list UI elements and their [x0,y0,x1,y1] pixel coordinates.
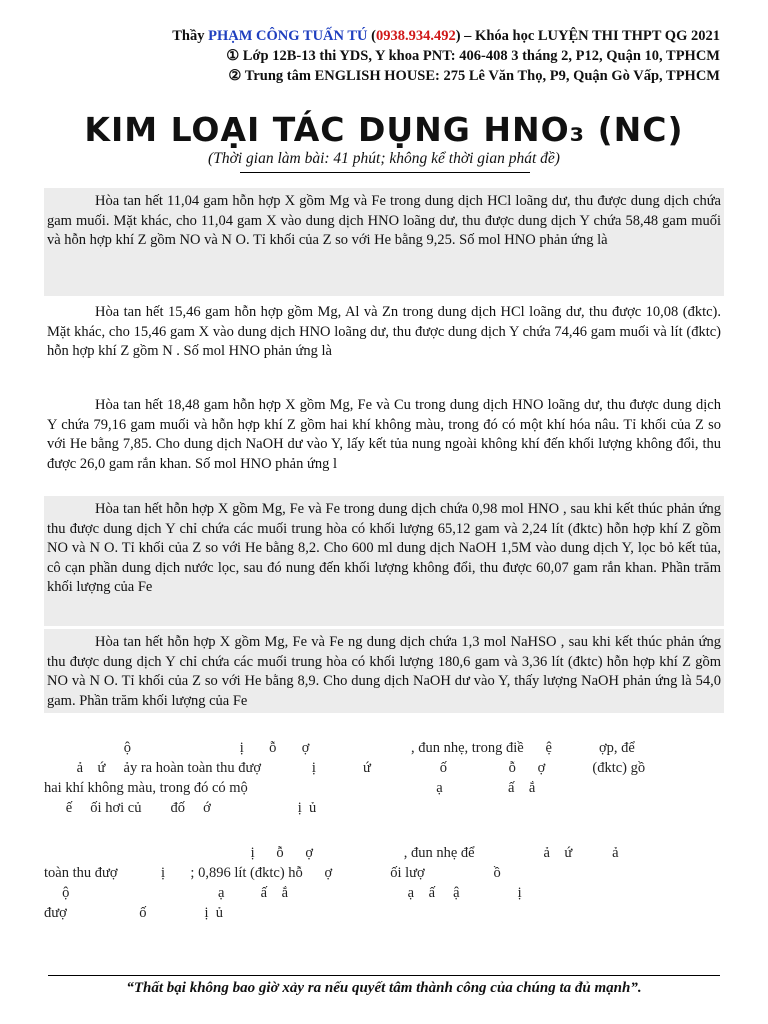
fragment-line-4: ế ối hơi củ đố ớ ị ủ [44,800,317,816]
question-2 [44,299,724,381]
fragment-line-1: ộ ị ỗ ợ , đun nhẹ, trong điề ệ ợp, để [44,740,635,756]
question-3-text: Hòa tan hết 18,48 gam hỗn hợp X gồm Mg, Fe và Cu trong dung dịch HNO loãng dư, thu được dung dịch Y chứa 79,16 gam muối và hỗn hợp khí Z gồm hai khí không màu, trong đó có một khí hóa nâu. Tỉ khối của Z so với He bằng 7,85. Cho dung dịch NaOH dư vào Y, lấy kết tủa nung ngoài không khí đến khối lượng không đổi, thu được 26,0 gam rắn khan. Số mol HNO phản ứng l [47,397,721,472]
teacher-phone: 0938.934.492 [375,28,456,44]
footer-quote: “Thất bại không bao giờ xảy ra nếu quyết tâm thành công của chúng ta đủ mạnh”. [126,980,642,996]
question-5 [44,629,724,713]
question-5-text: Hòa tan hết hỗn hợp X gồm Mg, Fe và Fe ng dung dịch chứa 1,3 mol NaHSO , sau khi kết thúc phản ứng thu được dung dịch Y chỉ chứa các muối trung hòa có khối lượng 180,6 gam và 3,36 lít (đktc) hỗn hợp khí Z gồm NO và N O. Tỉ khối của Z so với He bằng 8,9. Cho dung dịch NaOH dư vào Y, thấy lượng NaOH phản ứng là 54,0 gam. Phần trăm khối lượng của Fe [47,634,721,709]
question-4-text: Hòa tan hết hỗn hợp X gồm Mg, Fe và Fe trong dung dịch chứa 0,98 mol HNO , sau khi kết thúc phản ứng thu được dung dịch Y chỉ chứa các muối trung hòa có khối lượng 65,12 gam và 2,24 lít (đktc) hỗn hợp khí Z gồm NO và N O. Tỉ khối của Z so với He bằng 8,2. Cho 600 ml dung dịch NaOH 1,5M vào dung dịch Y, lọc bỏ kết tủa, cô cạn phần dung dịch nước lọc, sau đó nung đến khối lượng không đổi, thu được 60,07 gam rắn khan. Phần trăm khối lượng của Fe [47,501,721,595]
question-1 [44,188,724,296]
header-line-3: ② Trung tâm ENGLISH HOUSE: 275 Lê Văn Thọ, P9, Quận Gò Vấp, TPHCM [228,68,720,84]
fragment-line-2: ả ứ ảy ra hoàn toàn thu đượ ị ứ ố ỗ ợ (đktc) gồ [44,760,646,776]
page-subtitle: (Thời gian làm bài: 41 phút; không kể thời gian phát đề) [208,150,560,167]
fragment-line-5: ị ỗ ợ , đun nhẹ để ả ứ ả [44,845,619,861]
question-4 [44,496,724,626]
teacher-name: PHẠM CÔNG TUẤN TÚ [208,28,368,44]
footer-divider [48,975,720,976]
question-3 [44,392,724,482]
header-prefix: Thầy [172,28,209,44]
fragment-line-8: đượ ố ị ủ [44,905,224,921]
header-line-1 [172,27,720,46]
question-1-text: Hòa tan hết 11,04 gam hỗn hợp X gồm Mg và Fe trong dung dịch HCl loãng dư, thu được dung dịch chứa gam muối. Mặt khác, cho 11,04 gam X vào dung dịch HNO loãng dư, thu được dung dịch Y chứa 58,48 gam muối và hỗn hợp khí Z gồm NO và N O. Tỉ khối của Z so với He bằng 9,25. Số mol HNO phản ứng là [47,193,721,248]
fragment-line-7: ộ ạ ấ ắ ạ ấ ậ ị [44,885,522,901]
page-title: KIM LOẠI TÁC DỤNG HNO₃ (NC) [84,110,684,149]
fragment-line-3: hai khí không màu, trong đó có mộ ạ ấ ắ [44,780,536,796]
subtitle-underline [240,172,530,173]
header-line-2: ① Lớp 12B-13 thi YDS, Y khoa PNT: 406-408 3 tháng 2, P12, Quận 10, TPHCM [226,48,720,64]
course-name: ) – Khóa học LUYỆN THI THPT QG 2021 [455,28,720,44]
header-open-paren: ( [367,28,376,44]
fragment-line-6: toàn thu đượ ị ; 0,896 lít (đktc) hỗ ợ ối lượ ồ [44,865,501,881]
question-2-text: Hòa tan hết 15,46 gam hỗn hợp gồm Mg, Al và Zn trong dung dịch HCl loãng dư, thu được 10,08 (đktc). Mặt khác, cho 15,46 gam X vào dung dịch HNO loãng dư, thu được dung dịch Y chứa 74,46 gam muối và lít (đktc) hỗn hợp khí Z gồm N . Số mol HNO phản ứng là [47,304,721,359]
